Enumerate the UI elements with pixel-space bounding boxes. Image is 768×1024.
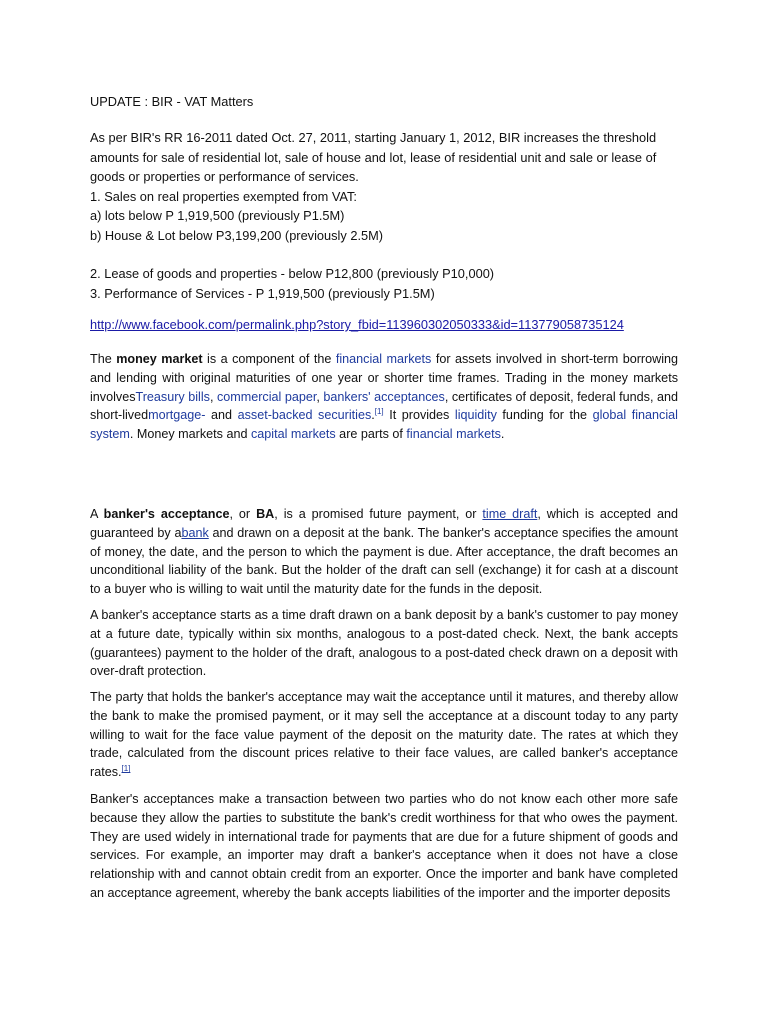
intro-line-3: goods or properties or performance of services. [90,169,359,184]
list-item-1: 1. Sales on real properties exempted from VAT: [90,188,357,204]
text: are parts of [335,427,407,442]
vat-update-section [90,128,690,245]
list-item-1b: b) House & Lot below P3,199,200 (previously 2.5M) [90,227,384,243]
reference-link[interactable]: [1] [121,764,131,773]
list-item-2: 2. Lease of goods and properties - below P12,800 (previously P10,000) [90,266,495,281]
bankers-acceptance-paragraph-4 [90,790,678,903]
text: , or [229,507,257,521]
paragraph-text: The party that holds the banker's acceptance may wait the acceptance until it matures, and thereby allow the bank to make the promised payment, or it may sell the acceptance at a discount today to any party willing to wait for the face value payment of the deposit on the maturity date. The rates at which they trade, calculated from the discount prices relative to their face values, are called banker's acceptance rates. [90,690,678,780]
title-text: UPDATE : BIR - VAT Matters [90,94,254,109]
text: It provides [383,408,455,423]
facebook-permalink[interactable]: http://www.facebook.com/permalink.php?story_fbid=113960302050333&id=113779058735124 [90,317,624,332]
bold-term-ba: BA [256,507,275,521]
text: for assets involved in short-term borrowing and lending with original maturities of one year or shorter time frames. Trading in the money markets involves [90,352,678,404]
bankers-acceptance-paragraph-2 [90,606,678,681]
paragraph-text: A banker's acceptance starts as a time draft drawn on a bank deposit by a bank's customer to pay money at a future date, typically within six months, analogous to a post-dated check. Next, the bank accepts (guarantees) payment to the holder of the draft, analogous to a post-dated check drawn on a deposit with over-draft protection. [90,608,678,679]
link-mortgage[interactable]: mortgage- [148,408,206,423]
bold-term-money-market: money market [116,352,203,366]
list-item-3: 3. Performance of Services - P 1,919,500 (previously P1.5M) [90,285,435,301]
link-liquidity[interactable]: liquidity [454,408,497,423]
link-time-draft[interactable]: time draft [482,507,538,521]
text: and [205,408,238,423]
text: , is a promised future payment, or [274,507,483,521]
link-commercial-paper[interactable]: commercial paper [216,389,317,404]
bankers-acceptance-paragraph-3 [90,688,678,782]
text: A [90,507,104,521]
vat-update-section-2 [90,264,690,303]
text: funding for the [496,408,593,423]
link-bank[interactable]: bank [181,525,209,540]
text: , [316,389,324,404]
document-title [90,92,690,112]
link-asset-backed-securities[interactable]: asset-backed securities [237,408,372,423]
text: The [90,352,117,366]
bold-term-bankers-acceptance: banker's acceptance [103,507,230,521]
bankers-acceptance-paragraph-1 [90,505,678,599]
link-treasury-bills[interactable]: Treasury bills [135,389,210,404]
intro-line-1: As per BIR's RR 16-2011 dated Oct. 27, 2011, starting January 1, 2012, BIR increases the threshold [90,130,657,145]
text: , [209,389,217,404]
text: , certificates of deposit, federal funds, and short-lived [90,389,679,423]
text: . [500,427,505,442]
text: and drawn on a deposit at the bank. The banker's acceptance specifies the amount of money, the date, and the person to which the payment is due. After acceptance, the draft becomes an unconditional liability of the bank. But the holder of the draft can sell (exchange) it for cash at a discount to a buyer who is willing to wait until the maturity date for the funds in the deposit. [90,525,679,597]
text: , which is accepted and guaranteed by a [90,507,678,540]
link-financial-markets-2[interactable]: financial markets [406,427,501,442]
link-financial-markets[interactable]: financial markets [335,352,432,366]
reference-link[interactable]: [1] [374,407,384,417]
text: . [371,408,375,423]
text: is a component of the [202,352,336,366]
link-capital-markets[interactable]: capital markets [250,427,336,442]
text: . Money markets and [129,427,251,442]
paragraph-text: Banker's acceptances make a transaction between two parties who do not know each other more safe because they allow the parties to substitute the bank's credit worthiness for that who owes the payment. They are used widely in international trade for payments that are due for a future shipment of goods and services. For example, an importer may draft a banker's acceptance when it does not have a close relationship with and cannot obtain credit from an exporter. Once the importer and bank have completed an acceptance agreement, whereby the bank accepts liabilities of the importer and the importer deposits [90,792,678,900]
list-item-1a: a) lots below P 1,919,500 (previously P1.5M) [90,208,345,223]
intro-line-2: amounts for sale of residential lot, sale of house and lot, lease of residential unit and sale or lease of [90,149,657,165]
link-bankers-acceptances[interactable]: bankers' acceptances [323,389,445,404]
money-market-paragraph [90,350,678,444]
link-global-financial-system[interactable]: global financial system [90,408,678,442]
